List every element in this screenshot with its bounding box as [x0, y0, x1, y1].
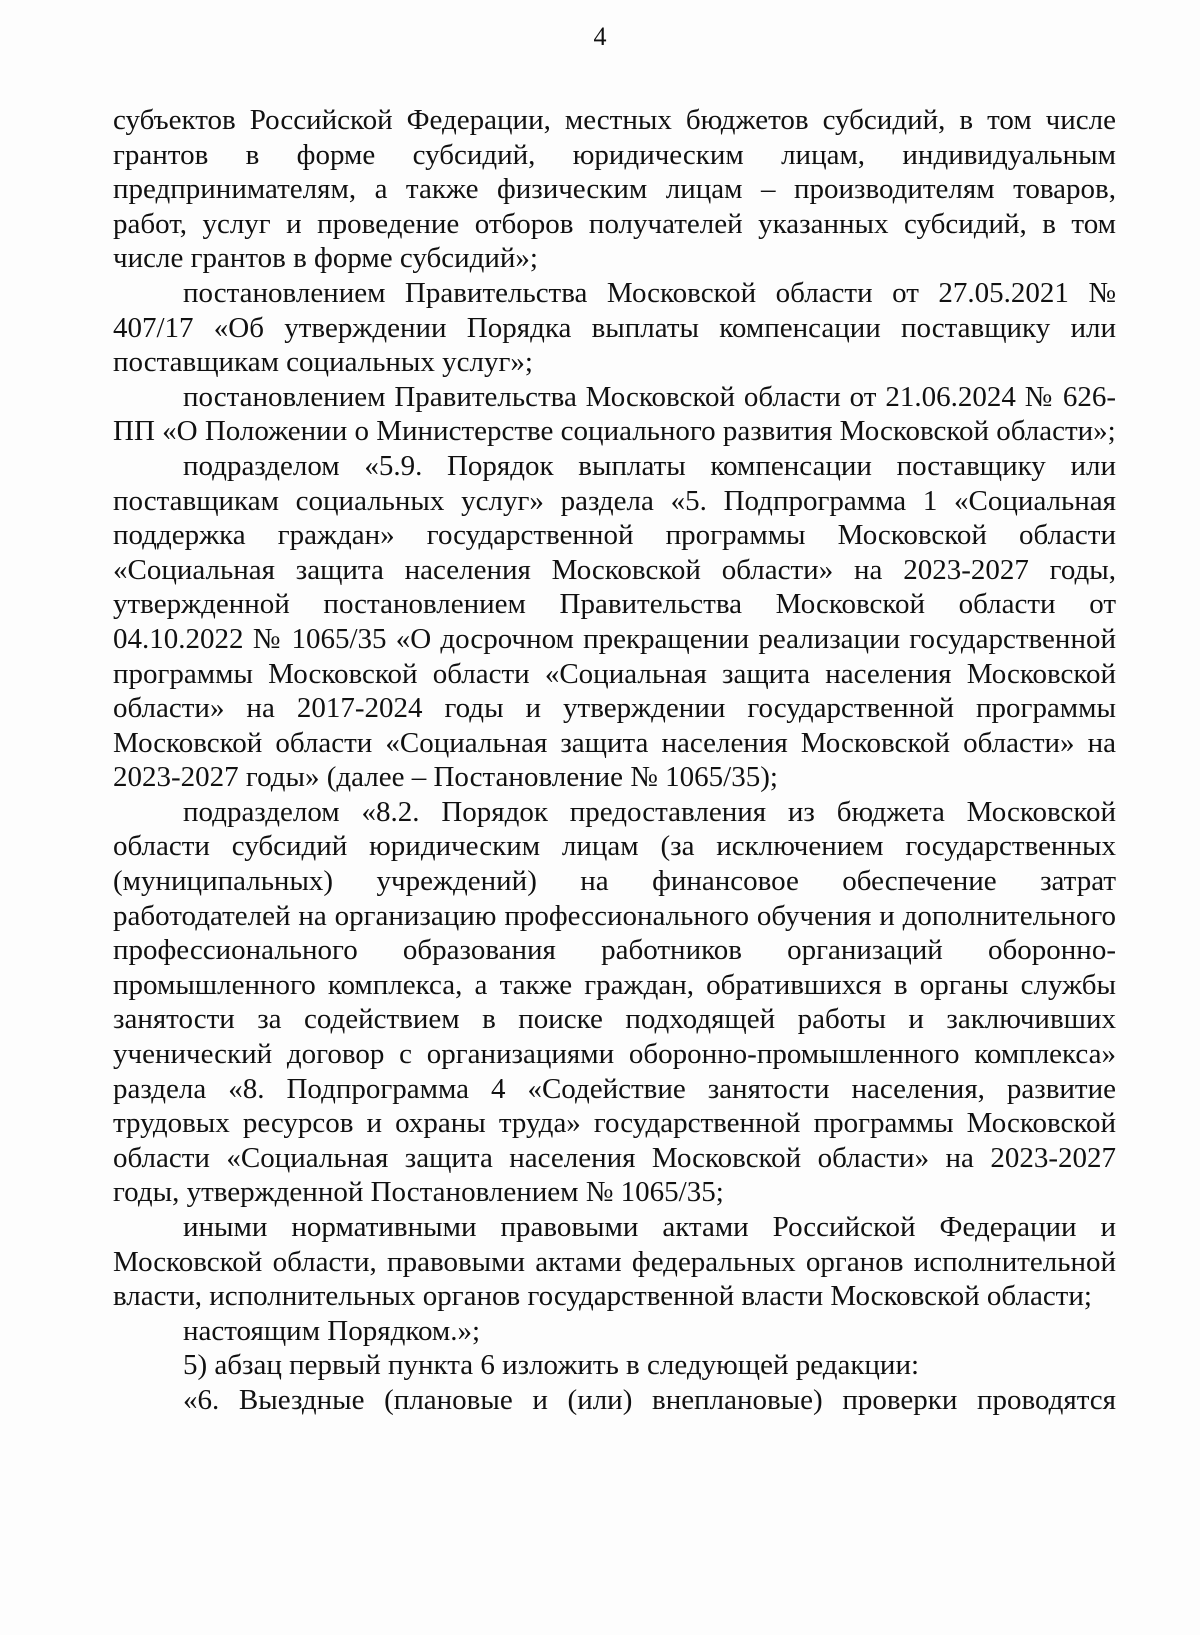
- paragraph-resolution-626-pp: постановлением Правительства Московской области от 21.06.2024 № 626-ПП «О Положении о Министерстве социального развития Московской области»;: [113, 380, 1116, 448]
- document-body: [113, 103, 1116, 1418]
- paragraph-item-5: 5) абзац первый пункта 6 изложить в следующей редакции:: [183, 1349, 920, 1382]
- paragraph-subsection-8-2: подразделом «8.2. Порядок предоставления из бюджета Московской области субсидий юридическим лицам (за исключением государственных (муниципальных) учреждений) на финансовое обеспечение затрат работодателей на организацию профессионального обучения и дополнительного профессионального образования работников организаций оборонно-промышленного комплекса, а также граждан, обратившихся в органы службы занятости за содействием в поиске подходящей работы и заключивших ученический договор с организациями оборонно-промышленного комплекса» раздела «8. Подпрограмма 4 «Содействие занятости населения, развитие трудовых ресурсов и охраны труда» государственной программы Московской области «Социальная защита населения Московской области» на 2023-2027 годы, утвержденной Постановлением № 1065/35;: [113, 795, 1116, 1209]
- paragraph-resolution-407-17: постановлением Правительства Московской области от 27.05.2021 № 407/17 «Об утверждении Порядка выплаты компенсации поставщику или поставщикам социальных услуг»;: [113, 276, 1116, 379]
- paragraph-subsection-5-9: подразделом «5.9. Порядок выплаты компенсации поставщику или поставщикам социальных услуг» раздела «5. Подпрограмма 1 «Социальная поддержка граждан» государственной программы Московской области «Социальная защита населения Московской области» на 2023-2027 годы, утвержденной постановлением Правительства Московской области от 04.10.2022 № 1065/35 «О досрочном прекращении реализации государственной программы Московской области «Социальная защита населения Московской области» на 2017-2024 годы и утверждении государственной программы Московской области «Социальная защита населения Московской области» на 2023-2027 годы» (далее – Постановление № 1065/35);: [113, 449, 1116, 794]
- paragraph-subjects-continuation: субъектов Российской Федерации, местных бюджетов субсидий, в том числе грантов в форме субсидий, юридическим лицам, индивидуальным предпринимателям, а также физическим лицам – производителям товаров, работ, услуг и проведение отборов получателей указанных субсидий, в том числе грантов в форме субсидий»;: [113, 104, 1116, 275]
- paragraph-item-6-start: «6. Выездные (плановые и (или) внеплановые) проверки проводятся: [183, 1383, 1116, 1416]
- page-number: 4: [593, 22, 607, 51]
- paragraph-other-normative-acts: иными нормативными правовыми актами Российской Федерации и Московской области, правовыми актами федеральных органов исполнительной власти, исполнительных органов государственной власти Московской области;: [113, 1211, 1116, 1313]
- paragraph-this-procedure: настоящим Порядком.»;: [183, 1314, 481, 1347]
